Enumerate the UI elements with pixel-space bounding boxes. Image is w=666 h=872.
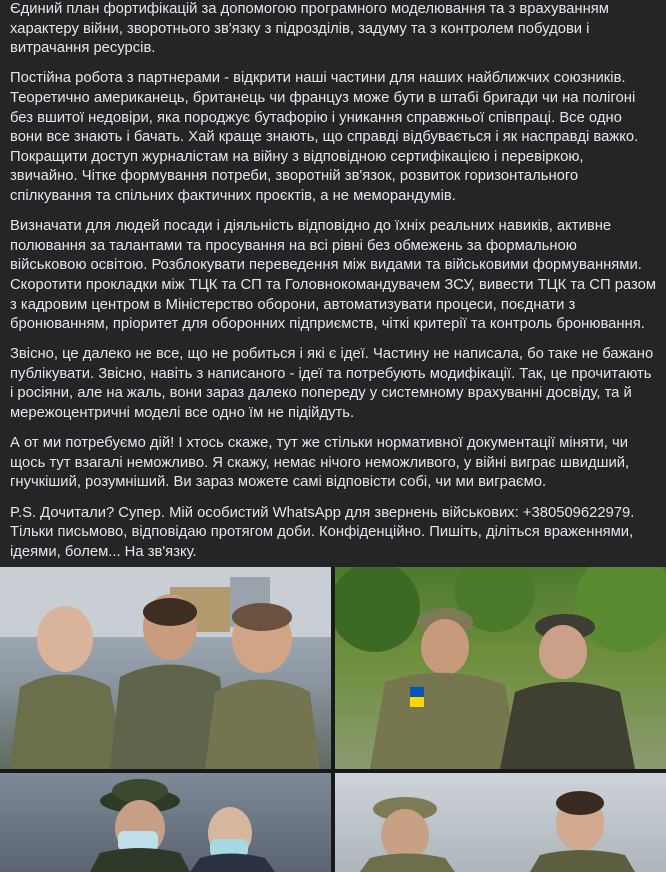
photo-1-illustration <box>0 567 331 769</box>
photo-gallery <box>0 567 666 872</box>
post-paragraph-4: Звісно, це далеко не все, що не робиться і які є ідеї. Частину не написала, бо таке не бажано публікувати. Звісно, навіть з написаного - ідеї та потребують модифікації. Так, це прочитають і росіяни, але на жаль, вони зараз далеко попереду у системному врахуванні досвіду, та й мережоцентричні моделі все одно їм не підійдуть. <box>10 346 654 422</box>
post-paragraph-1: Єдиний план фортифікацій за допомогою програмного моделювання та з врахуванням характеру війни, зворотнього зв'язку з підрозділів, задуму та з контролем побудови і витрачання ресурсів. <box>10 1 609 57</box>
gallery-photo-3[interactable] <box>0 773 331 872</box>
gallery-photo-1[interactable] <box>0 567 331 769</box>
post-paragraph-2: Постійна робота з партнерами - відкрити наші частини для наших найближчих союзників. Теоретично американець, британець чи француз може бути в штабі бригади чи на полігоні без вшитої недовіри, яка породжує бутафорію і уникання справжньої співпраці. Все одно вони все знають і бачать. Хай краще знають, що справді відбувається і як насправді важко. Покращити доступ журналістам на війну з відповідною сертифікацією і перевіркою, звичайно. Чітке формування потреби, зворотній зв'язок, розвиток горизонтального спілкування та спільних фактичних проєктів, а не меморандумів. <box>10 70 639 204</box>
photo-3-illustration <box>0 773 331 872</box>
photo-4-illustration <box>335 773 666 872</box>
gallery-photo-2[interactable] <box>335 567 666 769</box>
post-paragraph-6: P.S. Дочитали? Супер. Мій особистий WhatsApp для звернень військових: +380509622979. Тільки письмово, відповідаю протягом доби. Конфіденційно. Пишіть, діліться враженнями, ідеями, болем... На зв'язку. <box>10 504 635 560</box>
post-paragraph-3: Визначати для людей посади і діяльність відповідно до їхніх реальних навиків, активне полювання за талантами та просування на всі рівні без обмежень за формальною військовою освітою. Розблокувати переведення між видами та військовими формуваннями. Скоротити прокладки між ТЦК та СП та Головнокомандувачем ЗСУ, вивести ТЦК та СП разом з кадровим центром в Міністерство оборони, автоматизувати процеси, поєднати з бронюванням, пріоритет для оборонних підприємств, чіткі критерії та контроль бронювання. <box>10 218 657 333</box>
photo-2-illustration <box>335 567 666 769</box>
gallery-photo-4[interactable] <box>335 773 666 872</box>
post-paragraph-5: А от ми потребуємо дій! І хтось скаже, тут же стільки нормативної документації міняти, чи щось тут взагалі неможливо. Я скажу, немає нічого неможливого, у війні виграє швидший, гнучкіший, розумніший. Ви зараз можете самі відповісти собі, чи ми виграємо. <box>10 435 630 491</box>
